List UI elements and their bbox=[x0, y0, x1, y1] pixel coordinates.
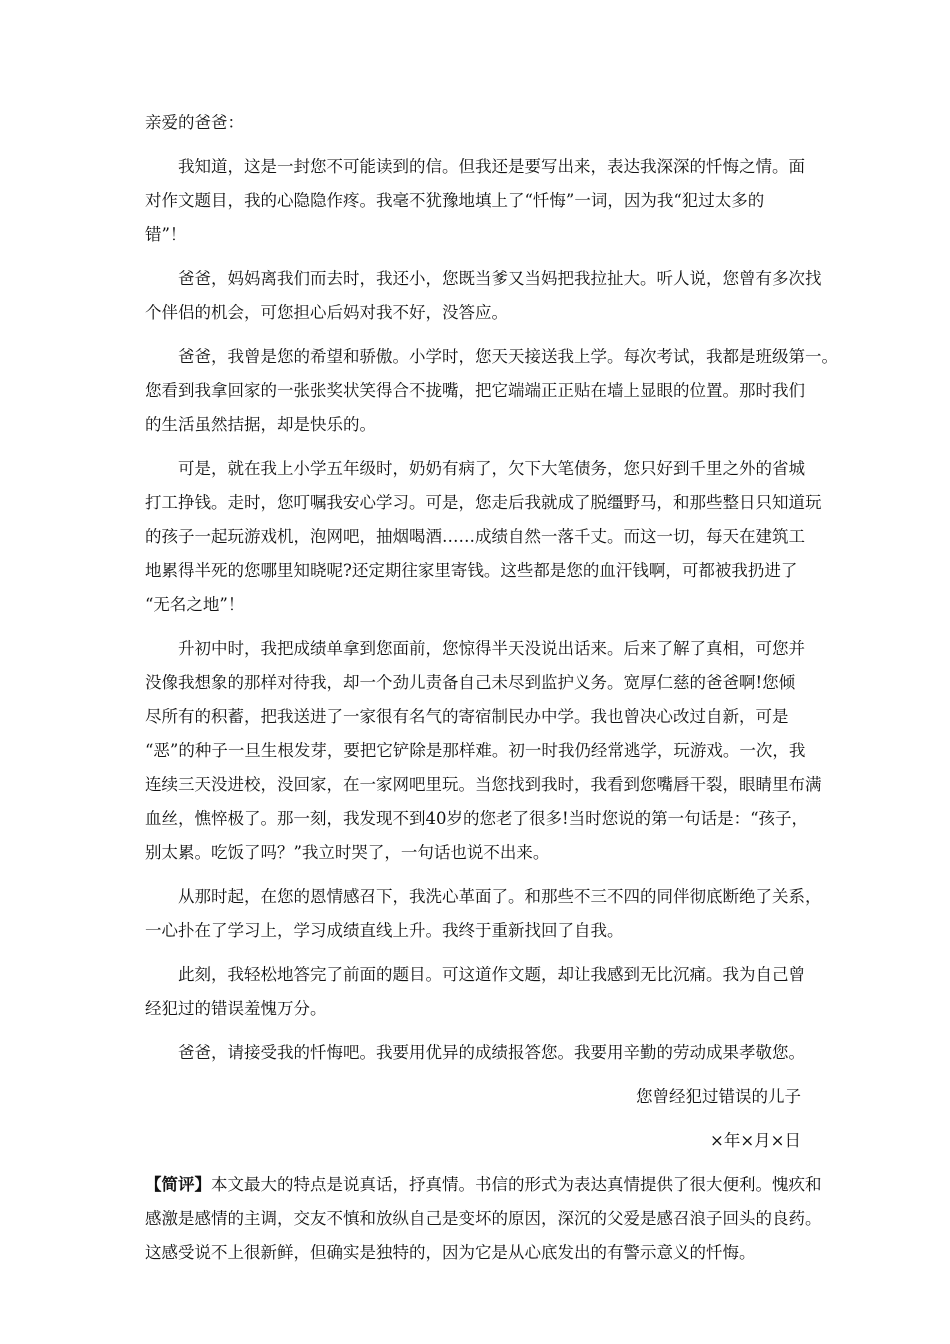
paragraph-line: 您看到我拿回家的一张张奖状笑得合不拢嘴，把它端端正正贴在墙上显眼的位置。那时我们 bbox=[145, 381, 805, 400]
review-text: 本文最大的特点是说真话，抒真情。书信的形式为表达真情提供了很大便利。愧疚和 bbox=[211, 1175, 822, 1194]
paragraph-line: 血丝，憔悴极了。那一刻，我发现不到40岁的您老了很多!当时您说的第一句话是：“孩子， bbox=[145, 809, 809, 828]
paragraph-line: 的孩子一起玩游戏机，泡网吧，抽烟喝酒……成绩自然一落千丈。而这一切，每天在建筑工 bbox=[145, 527, 805, 546]
paragraph-7 bbox=[145, 958, 815, 1026]
paragraph-5 bbox=[145, 632, 822, 870]
review-line: 感激是感情的主调，交友不慎和放纵自己是变坏的原因，深沉的父爱是感召浪子回头的良药。 bbox=[145, 1209, 822, 1228]
paragraph-line: 我知道，这是一封您不可能读到的信。但我还是要写出来，表达我深深的忏悔之情。面 bbox=[145, 157, 805, 176]
paragraph-line: 此刻，我轻松地答完了前面的题目。可这道作文题，却让我感到无比沉痛。我为自己曾 bbox=[145, 965, 805, 984]
paragraph-line: 爸爸，妈妈离我们而去时，我还小，您既当爹又当妈把我拉扯大。听人说，您曾有多次找 bbox=[145, 269, 822, 288]
paragraph-line: 个伴侣的机会，可您担心后妈对我不好，没答应。 bbox=[145, 303, 508, 322]
paragraph-line: 没像我想象的那样对待我，却一个劲儿责备自己未尽到监护义务。宽厚仁慈的爸爸啊!您倾 bbox=[145, 673, 796, 692]
paragraph-1 bbox=[145, 150, 815, 252]
review-label: 【简评】 bbox=[145, 1175, 211, 1194]
paragraph-line: 对作文题目，我的心隐隐作疼。我毫不犹豫地填上了“忏悔”一词，因为我“犯过太多的 bbox=[145, 191, 765, 210]
paragraph-3 bbox=[145, 340, 838, 442]
review-line bbox=[145, 1168, 822, 1202]
paragraph-4 bbox=[145, 452, 822, 622]
paragraph-line: 爸爸，我曾是您的希望和骄傲。小学时，您天天接送我上学。每次考试，我都是班级第一。 bbox=[145, 347, 838, 366]
paragraph-line: 爸爸，请接受我的忏悔吧。我要用优异的成绩报答您。我要用辛勤的劳动成果孝敬您。 bbox=[145, 1043, 805, 1062]
paragraph-line: “无名之地”！ bbox=[145, 595, 245, 614]
paragraph-line: 经犯过的错误羞愧万分。 bbox=[145, 999, 327, 1018]
paragraph-line: “恶”的种子一旦生根发芽，要把它铲除是那样难。初一时我仍经常逃学，玩游戏。一次，我 bbox=[145, 741, 806, 760]
paragraph-line: 可是，就在我上小学五年级时，奶奶有病了，欠下大笔债务，您只好到千里之外的省城 bbox=[145, 459, 805, 478]
paragraph-line: 别太累。吃饭了吗？”我立时哭了，一句话也说不出来。 bbox=[145, 843, 550, 862]
document-page bbox=[145, 106, 838, 1270]
paragraph-line: 尽所有的积蓄，把我送进了一家很有名气的寄宿制民办中学。我也曾决心改过自新，可是 bbox=[145, 707, 789, 726]
paragraph-line: 一心扑在了学习上，学习成绩直线上升。我终于重新找回了自我。 bbox=[145, 921, 624, 940]
paragraph-8 bbox=[145, 1036, 815, 1070]
review-line: 这感受说不上很新鲜，但确实是独特的，因为它是从心底发出的有警示意义的忏悔。 bbox=[145, 1243, 756, 1262]
paragraph-line: 打工挣钱。走时，您叮嘱我安心学习。可是，您走后我就成了脱缰野马，和那些整日只知道玩 bbox=[145, 493, 822, 512]
paragraph-line: 的生活虽然拮据，却是快乐的。 bbox=[145, 415, 376, 434]
paragraph-line: 升初中时，我把成绩单拿到您面前，您惊得半天没说出话来。后来了解了真相，可您并 bbox=[145, 639, 805, 658]
review-block bbox=[145, 1168, 822, 1270]
paragraph-line: 错”！ bbox=[145, 225, 187, 244]
paragraph-line: 地累得半死的您哪里知晓呢?还定期往家里寄钱。这些都是您的血汗钱啊，可都被我扔进了 bbox=[145, 561, 798, 580]
paragraph-line: 连续三天没进校，没回家，在一家网吧里玩。当您找到我时，我看到您嘴唇干裂，眼睛里布满 bbox=[145, 775, 822, 794]
letter-date: ×年×月×日 bbox=[710, 1131, 801, 1150]
signature: 您曾经犯过错误的儿子 bbox=[636, 1087, 801, 1106]
paragraph-2 bbox=[145, 262, 822, 330]
paragraph-6 bbox=[145, 880, 822, 948]
paragraph-line: 从那时起，在您的恩情感召下，我洗心革面了。和那些不三不四的同伴彻底断绝了关系， bbox=[145, 887, 822, 906]
salutation: 亲爱的爸爸： bbox=[145, 113, 244, 132]
